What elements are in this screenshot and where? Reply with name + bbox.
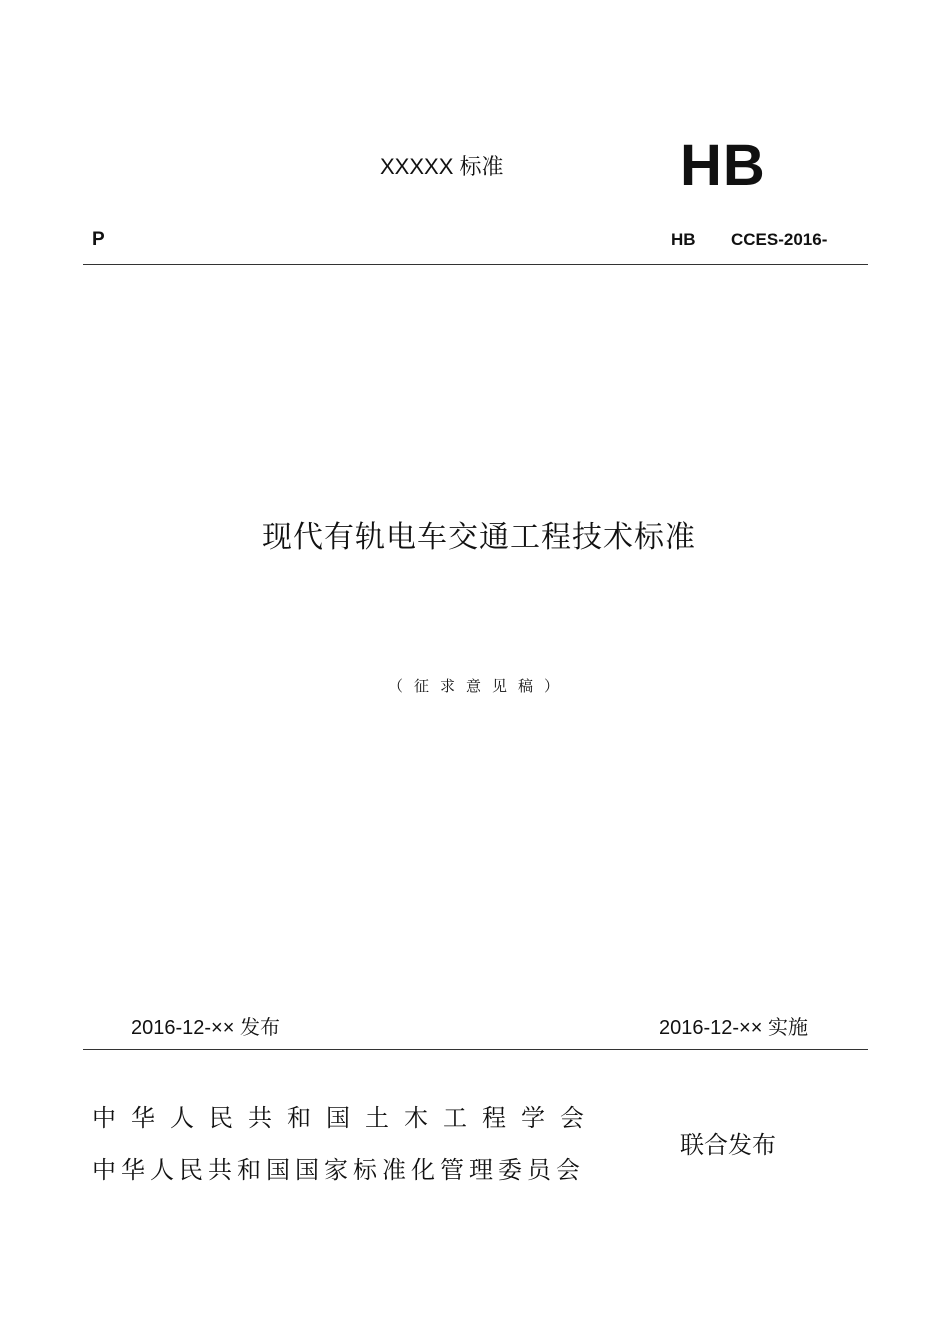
publish-date: 2016-12-×× 发布 bbox=[131, 1017, 280, 1039]
bottom-divider bbox=[83, 1049, 868, 1050]
joint-issue-label: 联合发布 bbox=[680, 1131, 776, 1159]
draft-note: （征求意见稿） bbox=[388, 677, 571, 695]
top-divider bbox=[83, 264, 868, 265]
issuer-org-2: 中华人民共和国国家标准化管理委员会 bbox=[92, 1156, 585, 1184]
hb-logo-mark: HB bbox=[680, 133, 766, 198]
document-title: 现代有轨电车交通工程技术标准 bbox=[262, 520, 696, 555]
class-code: P bbox=[92, 229, 105, 250]
hb-code: HB bbox=[671, 230, 696, 249]
issuer-org-1: 中华人民共和国土木工程学会 bbox=[92, 1104, 599, 1132]
standard-name: XXXXX 标准 bbox=[380, 154, 504, 179]
implement-date: 2016-12-×× 实施 bbox=[659, 1017, 808, 1039]
standard-number: CCES-2016- bbox=[731, 230, 828, 249]
